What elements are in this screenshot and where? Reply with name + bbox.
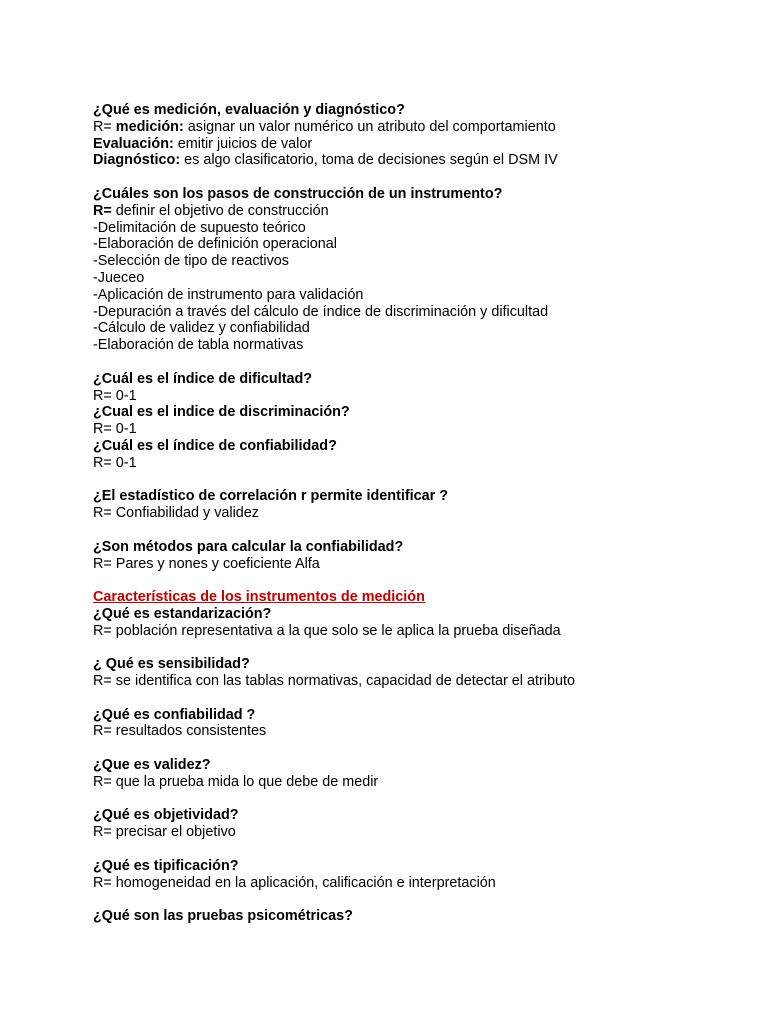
list-item-step: -Selección de tipo de reactivos bbox=[93, 253, 289, 270]
list-item-step: -Cálculo de validez y confiabilidad bbox=[93, 320, 310, 337]
answer-estandarizacion: R= población representativa a la que solo se le aplica la prueba diseñada bbox=[93, 622, 561, 639]
answer-sensibilidad: R= se identifica con las tablas normativas, capacidad de detectar el atributo bbox=[93, 673, 575, 690]
question-pasos-construccion: ¿Cuáles son los pasos de construcción de un instrumento? bbox=[93, 185, 503, 202]
answer-indice-discriminacion: R= 0-1 bbox=[93, 421, 137, 438]
answer-medicion: R= medición: asignar un valor numérico un atributo del comportamiento bbox=[93, 118, 556, 135]
list-item-step: -Depuración a través del cálculo de índice de discriminación y dificultad bbox=[93, 303, 549, 320]
question-correlacion: ¿El estadístico de correlación r permite identificar ? bbox=[93, 488, 449, 505]
answer-correlacion: R= Confiabilidad y validez bbox=[93, 505, 259, 522]
answer-tipificacion: R= homogeneidad en la aplicación, calificación e interpretación bbox=[93, 874, 496, 891]
question-sensibilidad: ¿ Qué es sensibilidad? bbox=[93, 656, 250, 673]
question-indice-confiabilidad: ¿Cuál es el índice de confiabilidad? bbox=[93, 437, 337, 454]
question-pruebas-psicometricas: ¿Qué son las pruebas psicométricas? bbox=[93, 908, 353, 925]
list-item-step: -Aplicación de instrumento para validación bbox=[93, 286, 364, 303]
question-validez: ¿Que es validez? bbox=[93, 757, 211, 774]
question-objetividad: ¿Qué es objetividad? bbox=[93, 807, 239, 824]
list-item-step: -Elaboración de definición operacional bbox=[93, 236, 338, 253]
list-item-step: -Jueceo bbox=[93, 269, 145, 286]
list-item-step: -Delimitación de supuesto teórico bbox=[93, 219, 306, 236]
question-tipificacion: ¿Qué es tipificación? bbox=[93, 857, 239, 874]
answer-validez: R= que la prueba mida lo que debe de medir bbox=[93, 773, 379, 790]
list-item-step: -Elaboración de tabla normativas bbox=[93, 337, 304, 354]
answer-evaluacion: Evaluación: emitir juicios de valor bbox=[93, 135, 313, 152]
answer-diagnostico: Diagnóstico: es algo clasificatorio, toma de decisiones según el DSM IV bbox=[93, 152, 558, 169]
question-estandarizacion: ¿Qué es estandarización? bbox=[93, 605, 272, 622]
answer-pasos-first: R= definir el objetivo de construcción bbox=[93, 202, 329, 219]
answer-indice-confiabilidad: R= 0-1 bbox=[93, 454, 137, 471]
question-metodos-confiabilidad: ¿Son métodos para calcular la confiabilidad? bbox=[93, 538, 404, 555]
question-medicion: ¿Qué es medición, evaluación y diagnóstico? bbox=[93, 102, 405, 118]
answer-indice-dificultad: R= 0-1 bbox=[93, 387, 137, 404]
section-heading: Características de los instrumentos de medición bbox=[93, 589, 425, 606]
answer-metodos-confiabilidad: R= Pares y nones y coeficiente Alfa bbox=[93, 555, 320, 572]
answer-objetividad: R= precisar el objetivo bbox=[93, 824, 236, 841]
document-page bbox=[93, 102, 733, 925]
question-indice-discriminacion: ¿Cual es el indice de discriminación? bbox=[93, 404, 350, 421]
answer-confiabilidad: R= resultados consistentes bbox=[93, 723, 267, 740]
question-indice-dificultad: ¿Cuál es el índice de dificultad? bbox=[93, 370, 313, 387]
question-confiabilidad: ¿Qué es confiabilidad ? bbox=[93, 706, 256, 723]
